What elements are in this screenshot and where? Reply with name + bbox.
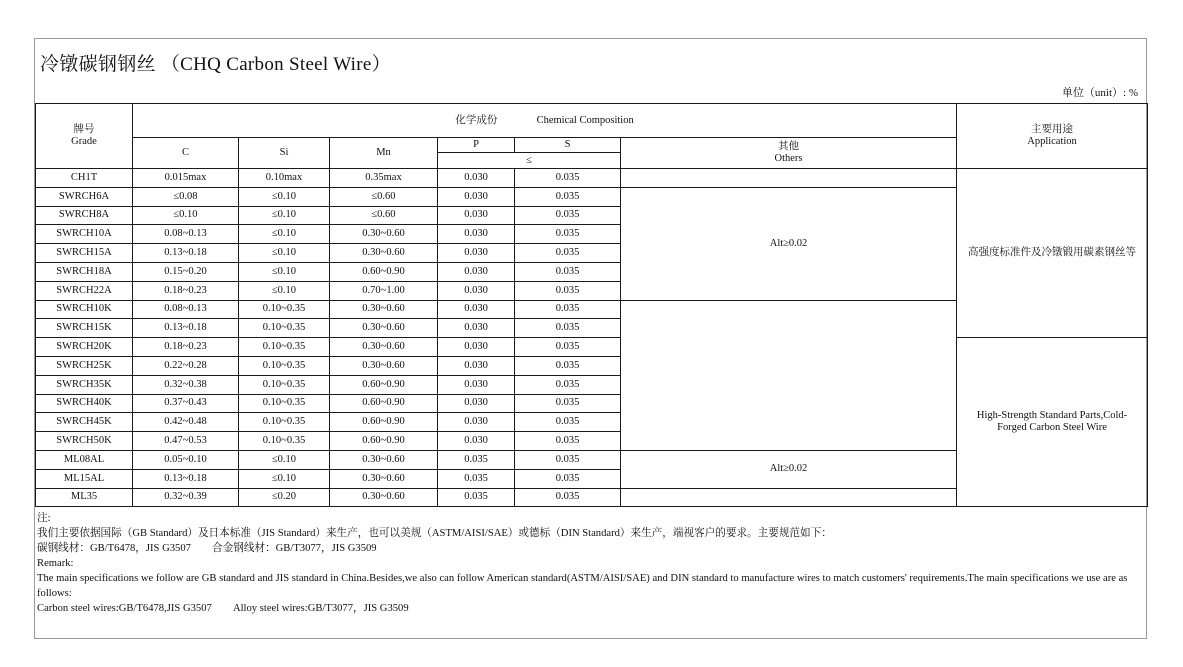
- cell-si: 0.10~0.35: [239, 413, 330, 432]
- cell-s: 0.035: [515, 225, 621, 244]
- cell-grade: SWRCH15K: [36, 319, 133, 338]
- cell-p: 0.030: [438, 356, 515, 375]
- remark-en-line1: The main specifications we follow are GB standard and JIS standard in China.Besides,we also can follow American standard(ASTM/AISI/SAE) and DIN standard to manufacture wires to match customers' requirements.The main specifications we use are as follows:: [37, 573, 1128, 599]
- cell-grade: SWRCH20K: [36, 338, 133, 357]
- cell-p: 0.030: [438, 281, 515, 300]
- cell-s: 0.035: [515, 262, 621, 281]
- header-c: C: [133, 138, 239, 169]
- cell-si: ≤0.10: [239, 187, 330, 206]
- cell-grade: SWRCH8A: [36, 206, 133, 225]
- cell-grade: CH1T: [36, 169, 133, 188]
- spec-sheet: [34, 38, 1147, 639]
- cell-mn: 0.60~0.90: [330, 375, 438, 394]
- cell-si: 0.10~0.35: [239, 432, 330, 451]
- table-row: [36, 169, 1148, 188]
- cell-grade: SWRCH22A: [36, 281, 133, 300]
- header-grade-cn: 牌号: [73, 124, 95, 135]
- remark-label-en: Remark:: [37, 558, 74, 569]
- header-ps-max: ≤: [438, 153, 621, 169]
- cell-c: 0.13~0.18: [133, 319, 239, 338]
- cell-s: 0.035: [515, 488, 621, 507]
- cell-application: 高强度标准件及冷镦锻用碳素钢丝等: [957, 169, 1148, 338]
- cell-c: 0.18~0.23: [133, 281, 239, 300]
- cell-c: 0.015max: [133, 169, 239, 188]
- cell-grade: SWRCH50K: [36, 432, 133, 451]
- cell-c: 0.32~0.38: [133, 375, 239, 394]
- cell-others: Alt≥0.02: [621, 187, 957, 300]
- unit-note: 单位（unit）: %: [1061, 87, 1138, 99]
- cell-grade: SWRCH40K: [36, 394, 133, 413]
- composition-table: [35, 103, 1148, 507]
- cell-s: 0.035: [515, 469, 621, 488]
- header-grade-en: Grade: [71, 136, 97, 147]
- cell-p: 0.030: [438, 319, 515, 338]
- cell-c: 0.13~0.18: [133, 244, 239, 263]
- cell-c: 0.08~0.13: [133, 225, 239, 244]
- cell-si: 0.10~0.35: [239, 300, 330, 319]
- cell-mn: 0.30~0.60: [330, 300, 438, 319]
- cell-grade: SWRCH6A: [36, 187, 133, 206]
- cell-others: Alt≥0.02: [621, 450, 957, 488]
- cell-s: 0.035: [515, 206, 621, 225]
- cell-others: [621, 488, 957, 507]
- cell-s: 0.035: [515, 244, 621, 263]
- cell-p: 0.035: [438, 469, 515, 488]
- cell-mn: 0.60~0.90: [330, 394, 438, 413]
- cell-grade: SWRCH18A: [36, 262, 133, 281]
- header-s: S: [515, 138, 621, 153]
- cell-p: 0.030: [438, 206, 515, 225]
- cell-p: 0.030: [438, 187, 515, 206]
- cell-s: 0.035: [515, 413, 621, 432]
- header-others: [621, 138, 957, 169]
- cell-mn: 0.60~0.90: [330, 432, 438, 451]
- cell-c: ≤0.10: [133, 206, 239, 225]
- cell-c: 0.05~0.10: [133, 450, 239, 469]
- cell-mn: 0.30~0.60: [330, 319, 438, 338]
- cell-s: 0.035: [515, 356, 621, 375]
- cell-application: High-Strength Standard Parts,Cold-Forged Carbon Steel Wire: [957, 338, 1148, 507]
- cell-p: 0.030: [438, 262, 515, 281]
- cell-s: 0.035: [515, 187, 621, 206]
- cell-p: 0.030: [438, 394, 515, 413]
- cell-grade: SWRCH10K: [36, 300, 133, 319]
- cell-s: 0.035: [515, 394, 621, 413]
- cell-p: 0.035: [438, 450, 515, 469]
- table-row: [36, 338, 1148, 357]
- cell-si: ≤0.10: [239, 450, 330, 469]
- header-chem-cn: 化学成份: [455, 114, 498, 126]
- header-si: Si: [239, 138, 330, 169]
- cell-c: 0.47~0.53: [133, 432, 239, 451]
- cell-c: 0.32~0.39: [133, 488, 239, 507]
- cell-s: 0.035: [515, 432, 621, 451]
- cell-mn: 0.30~0.60: [330, 338, 438, 357]
- cell-mn: 0.30~0.60: [330, 356, 438, 375]
- cell-s: 0.035: [515, 300, 621, 319]
- cell-others: [621, 169, 957, 188]
- header-app-en: Application: [1027, 136, 1077, 147]
- header-application: [957, 104, 1148, 169]
- header-chem-en: Chemical Composition: [536, 114, 634, 126]
- cell-mn: 0.30~0.60: [330, 488, 438, 507]
- cell-grade: SWRCH15A: [36, 244, 133, 263]
- cell-c: ≤0.08: [133, 187, 239, 206]
- cell-c: 0.15~0.20: [133, 262, 239, 281]
- remark-cn-line1: 我们主要依据国际（GB Standard）及日本标准（JIS Standard）来生产，也可以美规（ASTM/AISI/SAE）或德标（DIN Standard）来生产，端视客户的要求。主要规范如下：: [37, 528, 832, 539]
- cell-c: 0.42~0.48: [133, 413, 239, 432]
- cell-si: ≤0.10: [239, 244, 330, 263]
- cell-mn: 0.60~0.90: [330, 413, 438, 432]
- cell-s: 0.035: [515, 375, 621, 394]
- cell-mn: 0.60~0.90: [330, 262, 438, 281]
- cell-si: 0.10~0.35: [239, 394, 330, 413]
- cell-si: ≤0.10: [239, 225, 330, 244]
- cell-s: 0.035: [515, 169, 621, 188]
- remark-label-cn: 注:: [37, 513, 51, 524]
- header-others-cn: 其他: [778, 141, 800, 152]
- cell-p: 0.030: [438, 375, 515, 394]
- header-app-cn: 主要用途: [1031, 124, 1074, 135]
- cell-grade: ML35: [36, 488, 133, 507]
- cell-c: 0.08~0.13: [133, 300, 239, 319]
- cell-grade: ML08AL: [36, 450, 133, 469]
- cell-p: 0.030: [438, 300, 515, 319]
- cell-mn: 0.30~0.60: [330, 225, 438, 244]
- cell-si: 0.10~0.35: [239, 319, 330, 338]
- cell-p: 0.030: [438, 244, 515, 263]
- remark-cn-line2: 碳钢线材：GB/T6478，JIS G3507 合金钢线材：GB/T3077，JIS G3509: [37, 543, 377, 554]
- cell-p: 0.035: [438, 488, 515, 507]
- cell-si: ≤0.10: [239, 206, 330, 225]
- cell-c: 0.22~0.28: [133, 356, 239, 375]
- cell-grade: SWRCH45K: [36, 413, 133, 432]
- cell-grade: ML15AL: [36, 469, 133, 488]
- cell-mn: 0.30~0.60: [330, 244, 438, 263]
- header-grade: [36, 104, 133, 169]
- header-mn: Mn: [330, 138, 438, 169]
- cell-p: 0.030: [438, 225, 515, 244]
- cell-mn: 0.30~0.60: [330, 469, 438, 488]
- header-others-en: Others: [774, 153, 803, 164]
- cell-si: ≤0.20: [239, 488, 330, 507]
- cell-grade: SWRCH25K: [36, 356, 133, 375]
- cell-si: 0.10~0.35: [239, 338, 330, 357]
- cell-si: 0.10~0.35: [239, 356, 330, 375]
- cell-si: ≤0.10: [239, 262, 330, 281]
- cell-si: 0.10max: [239, 169, 330, 188]
- cell-mn: 0.70~1.00: [330, 281, 438, 300]
- cell-mn: 0.30~0.60: [330, 450, 438, 469]
- header-chemical-composition: [133, 104, 957, 138]
- cell-p: 0.030: [438, 338, 515, 357]
- cell-grade: SWRCH10A: [36, 225, 133, 244]
- cell-p: 0.030: [438, 432, 515, 451]
- cell-c: 0.37~0.43: [133, 394, 239, 413]
- cell-c: 0.13~0.18: [133, 469, 239, 488]
- cell-s: 0.035: [515, 319, 621, 338]
- cell-mn: 0.35max: [330, 169, 438, 188]
- remark-en-line2: Carbon steel wires:GB/T6478,JIS G3507 Alloy steel wires:GB/T3077，JIS G3509: [37, 603, 409, 614]
- cell-c: 0.18~0.23: [133, 338, 239, 357]
- cell-si: ≤0.10: [239, 469, 330, 488]
- cell-p: 0.030: [438, 413, 515, 432]
- cell-si: ≤0.10: [239, 281, 330, 300]
- header-p: P: [438, 138, 515, 153]
- cell-mn: ≤0.60: [330, 206, 438, 225]
- cell-s: 0.035: [515, 450, 621, 469]
- page-title: 冷镦碳钢钢丝 （CHQ Carbon Steel Wire）: [40, 54, 391, 75]
- remarks: [37, 511, 1143, 616]
- cell-s: 0.035: [515, 338, 621, 357]
- cell-si: 0.10~0.35: [239, 375, 330, 394]
- cell-s: 0.035: [515, 281, 621, 300]
- cell-mn: ≤0.60: [330, 187, 438, 206]
- cell-p: 0.030: [438, 169, 515, 188]
- cell-others: [621, 300, 957, 450]
- cell-grade: SWRCH35K: [36, 375, 133, 394]
